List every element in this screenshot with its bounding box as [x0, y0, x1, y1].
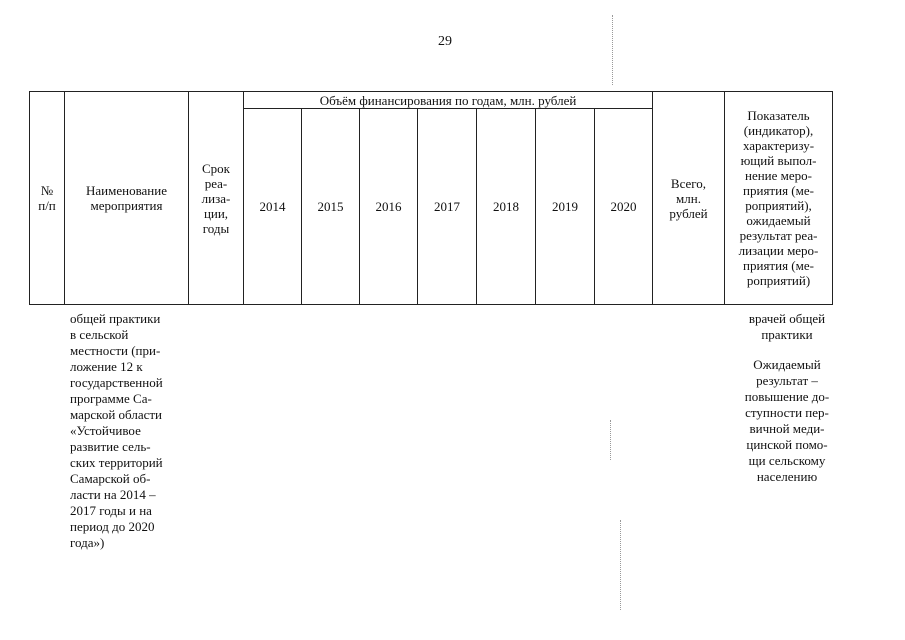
scan-artifact-dots [610, 420, 612, 460]
col-header-total: Всего, млн. рублей [653, 92, 725, 305]
scan-artifact-dots [612, 15, 614, 85]
financing-table-header [29, 91, 833, 305]
col-header-term: Срок реа- лиза- ции, годы [189, 92, 244, 305]
col-header-indicator: Показатель (индикатор), характеризу- ющий выпол- нение меро- приятия (ме- роприятий), ожидаемый результат реа- лизации меро- приятия (ме- роприятий) [725, 92, 833, 305]
col-header-name: Наименование мероприятия [65, 92, 189, 305]
page-number: 29 [438, 34, 452, 49]
scan-artifact-dots [620, 520, 622, 610]
col-header-financing-group: Объём финансирования по годам, млн. рублей [244, 92, 653, 109]
col-header-number: № п/п [30, 92, 65, 305]
col-header-year: 2014 [244, 109, 302, 305]
indicator-continuation [732, 311, 842, 485]
col-header-year: 2015 [302, 109, 360, 305]
col-header-year: 2018 [477, 109, 536, 305]
indicator-text: врачей общей практики [748, 311, 826, 342]
col-header-year: 2017 [418, 109, 477, 305]
measure-name-continuation: общей практики в сельской местности (при- ложение 12 к государственной программе Са- марской области «Устойчивое развитие сель- ских территорий Самарской об- ласти на 2014 – 2017 годы и на период до 2020 года») [70, 311, 163, 550]
col-header-year: 2019 [536, 109, 595, 305]
col-header-year: 2016 [360, 109, 418, 305]
col-header-year: 2020 [595, 109, 653, 305]
expected-result-text: Ожидаемый результат – повышение до- ступности пер- вичной меди- цинской помо- щи сельскому населению [744, 357, 830, 484]
